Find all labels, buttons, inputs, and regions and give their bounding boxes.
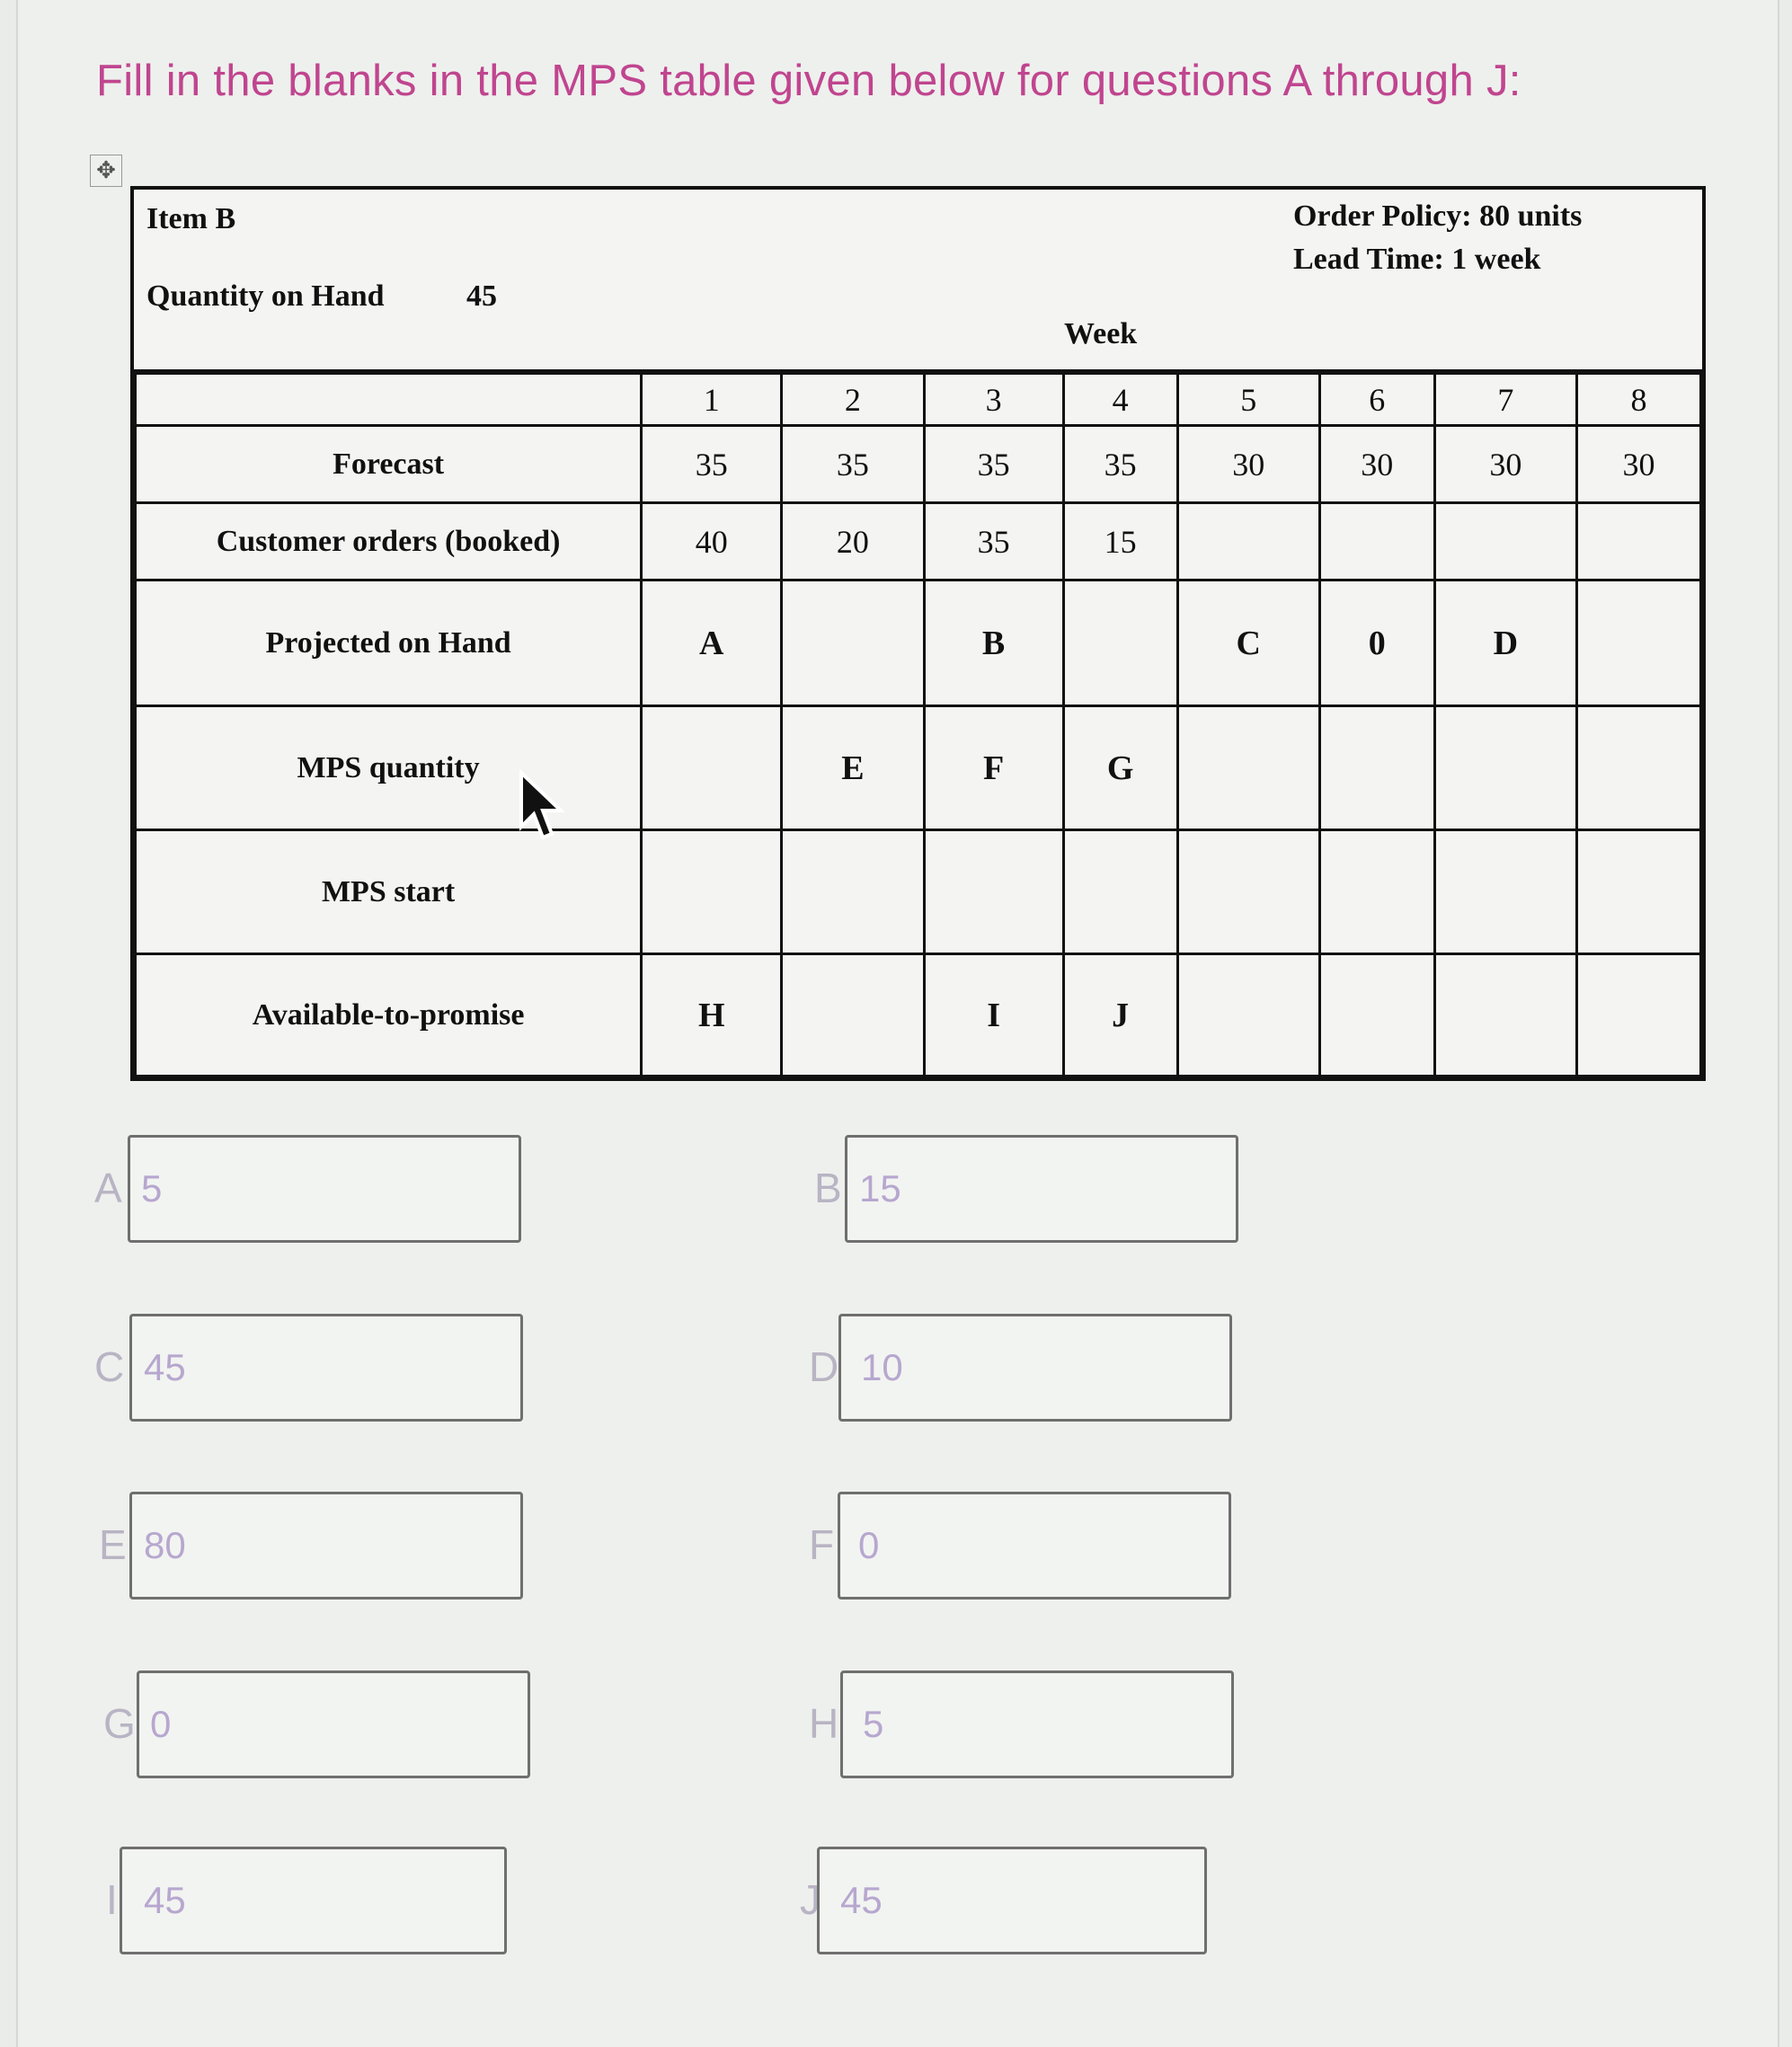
row-label: Customer orders (booked) [136, 503, 642, 580]
answer-field-c[interactable] [94, 1314, 544, 1420]
answer-field-h[interactable] [809, 1670, 1258, 1777]
table-cell [1177, 954, 1319, 1077]
table-cell: A [642, 580, 782, 706]
mps-grid [134, 372, 1702, 1077]
table-cell: G [1063, 706, 1177, 830]
table-cell [1576, 580, 1700, 706]
week-cell: 6 [1319, 374, 1434, 426]
table-cell [782, 954, 924, 1077]
answer-value: 80 [144, 1524, 186, 1566]
table-cell: J [1063, 954, 1177, 1077]
table-cell: 20 [782, 503, 924, 580]
table-cell [1576, 830, 1700, 954]
answer-letter: J [800, 1876, 821, 1923]
answer-letter: E [99, 1521, 127, 1568]
answer-field-d[interactable] [809, 1314, 1258, 1420]
table-cell [924, 830, 1063, 954]
customer-orders-row [136, 503, 1701, 580]
lead-time: Lead Time: 1 week [1293, 243, 1541, 276]
table-cell [1177, 706, 1319, 830]
table-cell [1063, 830, 1177, 954]
answer-field-g[interactable] [103, 1670, 553, 1777]
answer-field-a[interactable] [94, 1135, 544, 1241]
projected-on-hand-row [136, 580, 1701, 706]
answer-value: 15 [859, 1167, 901, 1210]
table-cell [1063, 580, 1177, 706]
answer-value: 45 [144, 1346, 186, 1388]
item-label: Item B [146, 202, 236, 235]
order-policy: Order Policy: 80 units [1293, 199, 1583, 233]
table-cell [1177, 503, 1319, 580]
table-cell [1434, 706, 1576, 830]
answer-letter: C [94, 1343, 125, 1390]
table-cell: 40 [642, 503, 782, 580]
table-cell: 30 [1434, 426, 1576, 503]
answer-letter: I [106, 1876, 118, 1923]
mps-table [130, 186, 1706, 1081]
week-cell: 2 [782, 374, 924, 426]
table-cell: F [924, 706, 1063, 830]
week-cell: 3 [924, 374, 1063, 426]
forecast-row [136, 426, 1701, 503]
table-cell: 30 [1319, 426, 1434, 503]
week-header-row [136, 374, 1701, 426]
table-cell: I [924, 954, 1063, 1077]
table-cell: C [1177, 580, 1319, 706]
week-cell: 8 [1576, 374, 1700, 426]
table-cell [1319, 830, 1434, 954]
week-cell: 1 [642, 374, 782, 426]
table-cell [1576, 503, 1700, 580]
table-cell: E [782, 706, 924, 830]
table-cell [1319, 503, 1434, 580]
answer-input-box[interactable] [128, 1135, 521, 1243]
week-cell: 5 [1177, 374, 1319, 426]
table-move-handle-icon[interactable]: ✥ [90, 155, 122, 187]
answer-value: 45 [840, 1879, 883, 1921]
table-cell: 15 [1063, 503, 1177, 580]
answer-field-i[interactable] [106, 1847, 555, 1953]
answer-input-box[interactable] [129, 1314, 523, 1422]
table-cell: 35 [642, 426, 782, 503]
table-cell: 30 [1177, 426, 1319, 503]
answer-value: 5 [141, 1167, 163, 1210]
answer-input-box[interactable] [129, 1492, 523, 1599]
answer-letter: G [103, 1700, 136, 1747]
answer-input-box[interactable] [137, 1670, 530, 1778]
answer-value: 5 [863, 1703, 884, 1745]
table-cell [1177, 830, 1319, 954]
table-cell [1576, 954, 1700, 1077]
row-label: MPS start [136, 830, 642, 954]
answer-field-b[interactable] [814, 1135, 1264, 1241]
answer-input-box[interactable] [838, 1492, 1231, 1599]
mps-start-row [136, 830, 1701, 954]
table-cell: H [642, 954, 782, 1077]
answer-input-box[interactable] [845, 1135, 1238, 1243]
table-cell [1434, 503, 1576, 580]
table-cell: D [1434, 580, 1576, 706]
table-cell [1319, 706, 1434, 830]
row-label: MPS quantity [136, 706, 642, 830]
table-cell [642, 706, 782, 830]
answer-letter: A [94, 1165, 122, 1211]
table-cell: B [924, 580, 1063, 706]
table-cell: 35 [782, 426, 924, 503]
row-label: Forecast [136, 426, 642, 503]
week-label: Week [1064, 317, 1138, 350]
table-cell: 0 [1319, 580, 1434, 706]
table-cell: 35 [1063, 426, 1177, 503]
answer-letter: D [809, 1343, 839, 1390]
answer-value: 10 [861, 1346, 903, 1388]
answer-value: 45 [144, 1879, 186, 1921]
answer-field-f[interactable] [809, 1492, 1258, 1598]
week-cell: 7 [1434, 374, 1576, 426]
table-cell [1576, 706, 1700, 830]
answer-input-box[interactable] [840, 1670, 1234, 1778]
available-to-promise-row [136, 954, 1701, 1077]
row-label: Projected on Hand [136, 580, 642, 706]
table-cell [782, 580, 924, 706]
table-cell [1434, 830, 1576, 954]
policy-block [1293, 195, 1582, 281]
table-cell: 35 [924, 503, 1063, 580]
table-cell [1319, 954, 1434, 1077]
corner-cell [136, 374, 642, 426]
answer-letter: F [809, 1521, 835, 1568]
table-cell [782, 830, 924, 954]
answer-value: 0 [858, 1524, 880, 1566]
mps-header [134, 190, 1702, 372]
quantity-on-hand-label: Quantity on Hand [146, 279, 385, 313]
question-text: Fill in the blanks in the MPS table given below for questions A through J: [96, 57, 1521, 105]
table-cell [1434, 954, 1576, 1077]
answer-letter: H [809, 1700, 839, 1747]
table-cell [642, 830, 782, 954]
page [16, 0, 1779, 2047]
row-label: Available-to-promise [136, 954, 642, 1077]
week-cell: 4 [1063, 374, 1177, 426]
mps-quantity-row [136, 706, 1701, 830]
quantity-on-hand-value: 45 [466, 279, 497, 313]
table-cell: 35 [924, 426, 1063, 503]
mouse-pointer-icon [518, 769, 564, 845]
answer-field-j[interactable] [800, 1847, 1249, 1953]
answer-value: 0 [150, 1703, 172, 1745]
answer-letter: B [814, 1165, 842, 1211]
table-cell: 30 [1576, 426, 1700, 503]
answer-field-e[interactable] [99, 1492, 548, 1598]
